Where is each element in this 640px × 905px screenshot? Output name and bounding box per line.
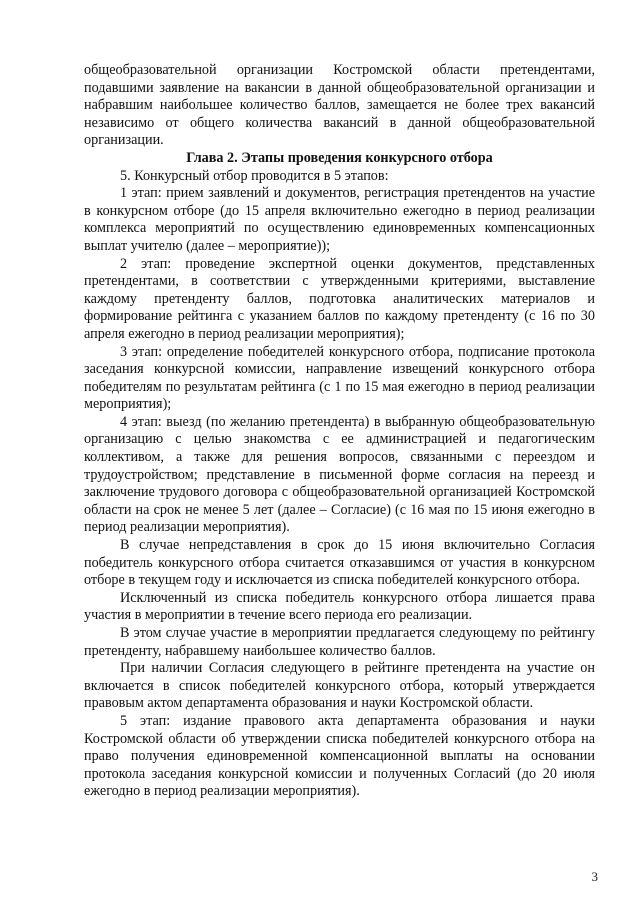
- paragraph-excluded-winner: Исключенный из списка победитель конкурсного отбора лишается права участия в мероприятии в течение всего периода его реализации.: [84, 589, 595, 624]
- paragraph-stage-3: 3 этап: определение победителей конкурсного отбора, подписание протокола заседания конкурсной комиссии, направление извещений конкурсного отбора победителям по результатам рейтинга (с 1 по 15 мая ежегодно в период реализации мероприятия);: [84, 343, 595, 413]
- page-number: 3: [591, 869, 598, 884]
- intro-paragraph: общеобразовательной организации Костромской области претендентами, подавшими заявление на вакансии в данной общеобразовательной организации и набравшим наибольшее количество баллов, замещается не более трех вакансий независимо от общего количества вакансий в данной общеобразовательной организации.: [84, 62, 595, 149]
- paragraph-stage-2: 2 этап: проведение экспертной оценки документов, представленных претендентами, в соответствии с утвержденными критериями, выставление каждому претенденту баллов, подготовка аналитических материалов и формирование рейтинга с указанием баллов по каждому претенденту (с 16 по 30 апреля ежегодно в период реализации мероприятия);: [84, 255, 595, 342]
- paragraph-stage-5: 5 этап: издание правового акта департамента образования и науки Костромской области об утверждении списка победителей конкурсного отбора на право получения единовременной компенсационной выплаты на основании протокола заседания конкурсной комиссии и полученных Согласий (до 20 июля ежегодно в период реализации мероприятия).: [84, 712, 595, 800]
- paragraph-consent-deadline: В случае непредставления в срок до 15 июня включительно Согласия победитель конкурсного отбора считается отказавшимся от участия в конкурсном отборе в текущем году и исключается из списка победителей конкурсного отбора.: [84, 537, 595, 589]
- chapter-heading: Глава 2. Этапы проведения конкурсного отбора: [186, 149, 493, 166]
- paragraph-stages-intro: 5. Конкурсный отбор проводится в 5 этапов:: [120, 167, 389, 184]
- paragraph-next-candidate: В этом случае участие в мероприятии предлагается следующему по рейтингу претенденту, набравшему наибольшее количество баллов.: [84, 625, 595, 659]
- paragraph-stage-1: 1 этап: прием заявлений и документов, регистрация претендентов на участие в конкурсном отборе (до 15 апреля включительно ежегодно в период реализации комплекса мероприятий по осуществлению единовременных компенсационных выплат учителю (далее – мероприятие));: [84, 185, 595, 254]
- paragraph-stage-4: 4 этап: выезд (по желанию претендента) в выбранную общеобразовательную организацию с целью знакомства с ее администрацией и педагогическим коллективом, а также для решения вопросов, связанными с переездом и трудоустройством; представление в письменной форме согласия на переезд и заключение трудового договора с общеобразовательной организацией Костромской области на срок не менее 5 лет (далее – Согласие) (с 16 мая по 15 июня ежегодно в период реализации мероприятия).: [84, 413, 595, 536]
- paragraph-inclusion: При наличии Согласия следующего в рейтинге претендента на участие он включается в список победителей конкурсного отбора, который утверждается правовым актом департамента образования и науки Костромской области.: [84, 660, 595, 712]
- document-body: [84, 62, 595, 801]
